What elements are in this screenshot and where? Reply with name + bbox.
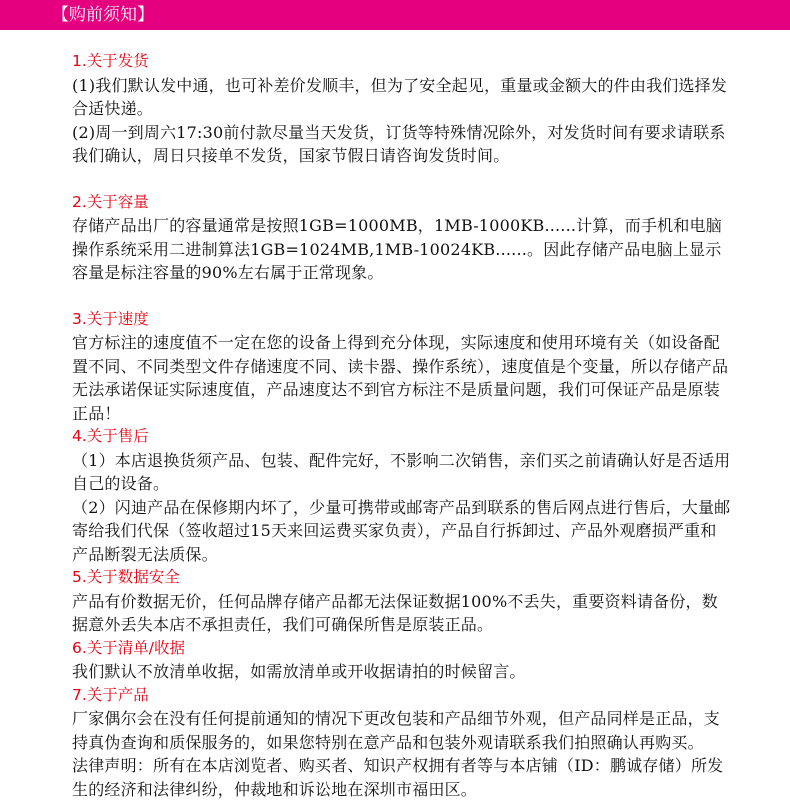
section-shipping	[72, 50, 732, 168]
notice-banner	[0, 0, 790, 30]
section-title: 1.关于发货	[72, 52, 149, 70]
banner-title: 【购前须知】	[52, 5, 154, 25]
section-paragraph: 存储产品出厂的容量通常是按照1GB=1000MB，1MB-1000KB......计算，而手机和电脑操作系统采用二进制算法1GB=1024MB,1MB-10024KB......。因此存储产品电脑上显示容量是标注容量的90%左右属于正常现象。	[72, 216, 722, 282]
section-paragraph: 官方标注的速度值不一定在您的设备上得到充分体现，实际速度和使用环境有关（如设备配置不同、不同类型文件存储速度不同、读卡器、操作系统），速度值是个变量，所以存储产品无法承诺保证实际速度值，产品速度达不到官方标注不是质量问题，我们可保证产品是原装正品！	[72, 333, 729, 423]
section-title: 3.关于速度	[72, 309, 149, 328]
spacer	[72, 168, 732, 191]
section-title: 5.关于数据安全	[72, 568, 180, 586]
section-data-safety	[72, 566, 732, 637]
section-capacity	[72, 191, 732, 285]
section-title: 7.关于产品	[72, 685, 149, 704]
section-paragraph: 厂家偶尔会在没有任何提前通知的情况下更改包装和产品细节外观，但产品同样是正品，支持真伪查询和质保服务的，如果您特别在意产品和包装外观请联系我们拍照确认再购买。	[72, 709, 721, 752]
section-title: 6.关于清单/收据	[72, 638, 186, 657]
section-paragraph: (2)周一到周六17:30前付款尽量当天发货，订货等特殊情况除外，对发货时间有要求请联系我们确认，周日只接单不发货，国家节假日请咨询发货时间。	[72, 122, 726, 165]
section-receipt	[72, 637, 732, 684]
notice-content	[72, 50, 732, 801]
section-speed	[72, 308, 732, 426]
section-paragraph: （2）闪迪产品在保修期内坏了，少量可携带或邮寄产品到联系的售后网点进行售后，大量邮寄给我们代保（签收超过15天来回运费买家负责），产品自行拆卸过、产品外观磨损严重和产品断裂无法质保。	[72, 497, 731, 564]
section-paragraph: 产品有价数据无价，任何品牌存储产品都无法保证数据100%不丢失，重要资料请备份，数据意外丢失本店不承担责任，我们可确保所售是原装正品。	[72, 591, 718, 634]
legal-statement: 法律声明：所有在本店浏览者、购买者、知识产权拥有者等与本店铺（ID：鹏诚存储）所发生的经济和法律纠纷，仲裁地和诉讼地在深圳市福田区。	[72, 756, 724, 799]
section-product	[72, 684, 732, 802]
section-paragraph: (1)我们默认发中通，也可补差价发顺丰，但为了安全起见，重量或金额大的件由我们选择发合适快递。	[72, 75, 728, 118]
section-paragraph: 我们默认不放清单收据，如需放清单或开收据请拍的时候留言。	[72, 662, 526, 681]
spacer	[72, 285, 732, 308]
section-paragraph: （1）本店退换货须产品、包装、配件完好，不影响二次销售，亲们买之前请确认好是否适用自己的设备。	[72, 450, 731, 493]
section-title: 2.关于容量	[72, 192, 149, 211]
section-after-sales	[72, 425, 732, 566]
section-title: 4.关于售后	[72, 427, 149, 445]
